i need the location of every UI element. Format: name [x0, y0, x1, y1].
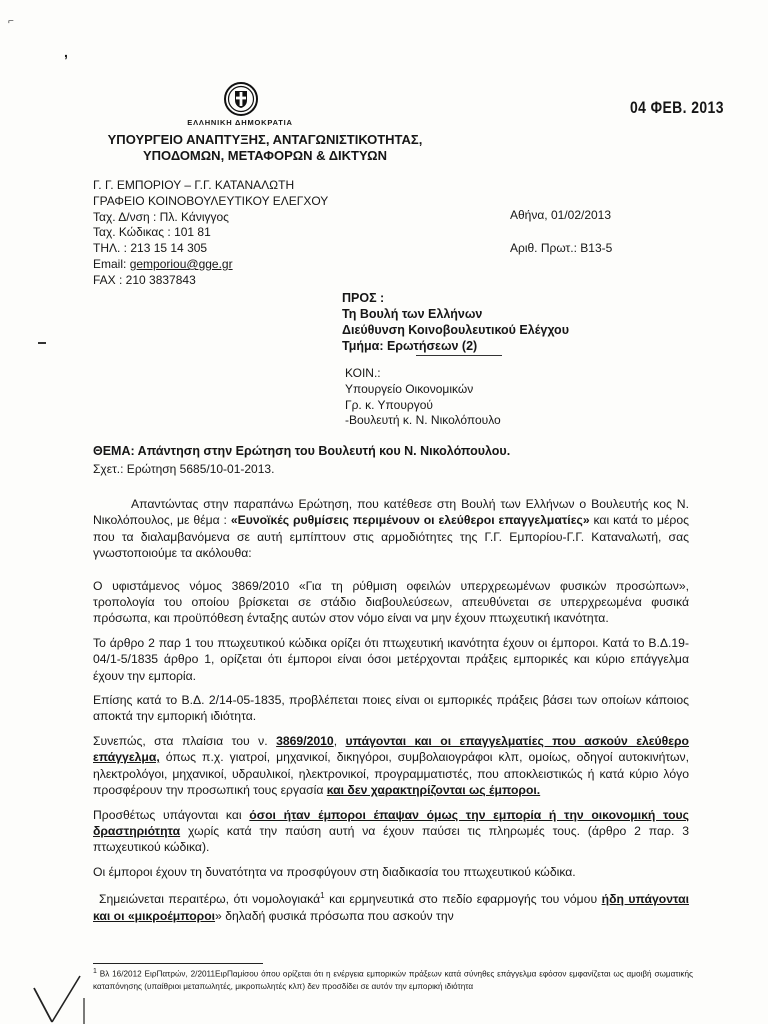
paragraph-8: Σημειώνεται περαιτέρω, ότι νομολογιακά$^1$ και ερμηνευτικά στο πεδίο εφαρμογής του νόμου ήδη υπάγονται και οι «μικροέμποροι» δηλαδή φυσικά πρόσωπα που ασκούν την [93, 891, 689, 923]
footnote-divider [93, 963, 263, 964]
protocol-number: Αριθ. Πρωτ.: Β13-5 [510, 241, 613, 255]
reference-line: Σχετ.: Ερώτηση 5685/10-01-2013. [93, 462, 275, 476]
paragraph-2: Ο υφιστάμενος νόμος 3869/2010 «Για τη ρύθμιση οφειλών υπερχρεωμένων φυσικών προσώπων», τροπολογία του οποίου βρίσκεται σε στάδιο διαβουλεύσεων, απευθύνεται σε υπερχρεωμένα φυσικά πρόσωπα, και προϋπόθεση ένταξης αυτών στον νόμο είναι να μην έχουν πτωχευτική ικανότητα. [93, 578, 689, 626]
scan-mark: ⌐ [8, 16, 14, 27]
cc-line-3: -Βουλευτή κ. Ν. Νικολόπουλο [345, 413, 501, 428]
cc-line-1: Υπουργείο Οικονομικών [345, 381, 474, 396]
recipient-line-1: Τη Βουλή των Ελλήνων [342, 307, 483, 321]
pen-mark [32, 968, 92, 1024]
ministry-line-1: ΥΠΟΥΡΓΕΙΟ ΑΝΑΠΤΥΞΗΣ, ΑΝΤΑΓΩΝΙΣΤΙΚΟΤΗΤΑΣ, [107, 132, 423, 147]
republic-label: ΕΛΛΗΝΙΚΗ ΔΗΜΟΚΡΑΤΙΑ [187, 118, 293, 127]
divider [416, 355, 502, 356]
sender-fax: FAX : 210 3837843 [93, 272, 196, 287]
email-label: Email: [93, 256, 127, 271]
recipient-label: ΠΡΟΣ : [342, 291, 385, 305]
sender-postcode: Ταχ. Κώδικας : 101 81 [93, 225, 211, 240]
footnote-ref: 1 [320, 891, 325, 901]
sender-block [93, 178, 328, 289]
paragraph-7: Οι έμποροι έχουν τη δυνατότητα να προσφύγουν στη διαδικασία του πτωχευτικού κώδικα. [93, 864, 576, 879]
sender-line-2: ΓΡΑΦΕΙΟ ΚΟΙΝΟΒΟΥΛΕΥΤΙΚΟΥ ΕΛΕΓΧΟΥ [93, 193, 329, 208]
recipient-line-3: Τμήμα: Ερωτήσεων (2) [342, 339, 478, 353]
paragraph-6: Προσθέτως υπάγονται και όσοι ήταν έμποροι έπαψαν όμως την εμπορία ή την οικονομική τους δραστηριότητα χωρίς κατά την παύση αυτή να έχουν παύσει τις πληρωμές τους. (άρθρο 2 παρ. 3 πτωχευτικού κώδικα). [93, 807, 689, 855]
ministry-title [100, 132, 430, 164]
place-date: Αθήνα, 01/02/2013 [510, 208, 612, 222]
recipient-line-2: Διεύθυνση Κοινοβουλευτικού Ελέγχου [342, 323, 569, 337]
received-date-stamp: 04 ΦΕΒ. 2013 [630, 98, 724, 117]
cc-line-2: Γρ. κ. Υπουργού [345, 397, 433, 412]
paragraph-5: Συνεπώς, στα πλαίσια του ν. 3869/2010, υπάγονται και οι επαγγελματίες που ασκούν ελεύθερο επάγγελμα, όπως π.χ. γιατροί, μηχανικοί, δικηγόροι, συμβολαιογράφοι κλπ, ομοίως, οδηγοί αυτοκινήτων, ηλεκτρολόγοι, μηχανικοί, υδραυλικοί, ηλεκτρονικοί, προγραμματιστές, που αποκλειστικώς ή κατά κύριο λόγο προσφέρουν την προσωπική τους εργασία και δεν χαρακτηρίζονται ως έμποροι. [93, 733, 690, 798]
letter-body [93, 496, 689, 932]
recipient-block [342, 290, 569, 354]
greek-emblem-icon [224, 82, 258, 116]
cc-label: ΚΟΙΝ.: [345, 366, 381, 380]
sender-line-1: Γ. Γ. ΕΜΠΟΡΙΟΥ – Γ.Γ. ΚΑΤΑΝΑΛΩΤΗ [93, 178, 295, 192]
sender-email-row [93, 257, 328, 273]
paragraph-4: Επίσης κατά το Β.Δ. 2/14-05-1835, προβλέπεται ποιες είναι οι εμπορικές πράξεις βάσει των οποίων κάποιος αποκτά την εμπορική ιδιότητα. [93, 693, 689, 724]
subject-line: ΘΕΜΑ: Απάντηση στην Ερώτηση του Βουλευτή κου Ν. Νικολόπουλου. [93, 444, 511, 458]
ministry-line-2: ΥΠΟΔΟΜΩΝ, ΜΕΤΑΦΟΡΩΝ & ΔΙΚΤΥΩΝ [143, 148, 387, 163]
footnote: $^1$ Βλ 16/2012 ΕιρΠατρών, 2/2011ΕιρΠαμίσου όπου ορίζεται ότι η ενέργεια εμπορικών πράξεων κατά σύνηθες επάγγελμα εφόσον εμφανίζεται ως αμοιβή σωματικής καταπόνησης (υπαίθριοι μεταπωλητές, μικροπωλητές κλπ) δεν προσδίδει σε αυτόν την εμπορική ιδιότητα [93, 968, 693, 991]
scan-mark [38, 342, 46, 344]
email-link[interactable]: gemporiou@gge.gr [129, 256, 233, 271]
cc-block [345, 366, 501, 429]
sender-address: Ταχ. Δ/νση : Πλ. Κάνιγγος [93, 209, 229, 224]
scan-mark: , [64, 44, 68, 60]
paragraph-1: Απαντώντας στην παραπάνω Ερώτηση, που κατέθεσε στη Βουλή των Ελλήνων ο Βουλευτής κος Ν. Νικολόπουλος, με θέμα : «Ευνοϊκές ρυθμίσεις περιμένουν οι ελεύθεροι επαγγελματίες» και κατά το μέρος που τα διαλαμβανόμενα σε αυτή εμπίπτουν στις αρμοδιότητες της Γ.Γ. Εμπορίου-Γ.Γ. Καταναλωτή, σας γνωστοποιούμε τα ακόλουθα: [93, 497, 689, 561]
paragraph-3: Το άρθρο 2 παρ 1 του πτωχευτικού κώδικα ορίζει ότι πτωχευτική ικανότητα έχουν οι έμποροι. Κατά τo Β.Δ.19-04/1-5/1835 άρθρο 1, ορίζεται ότι έμποροι είναι όσοι μετέρχονται πράξεις εμπορικές και κύριο επάγγελμα έχουν την εμπορία. [93, 635, 689, 683]
sender-phone: ΤΗΛ. : 213 15 14 305 [93, 241, 208, 256]
